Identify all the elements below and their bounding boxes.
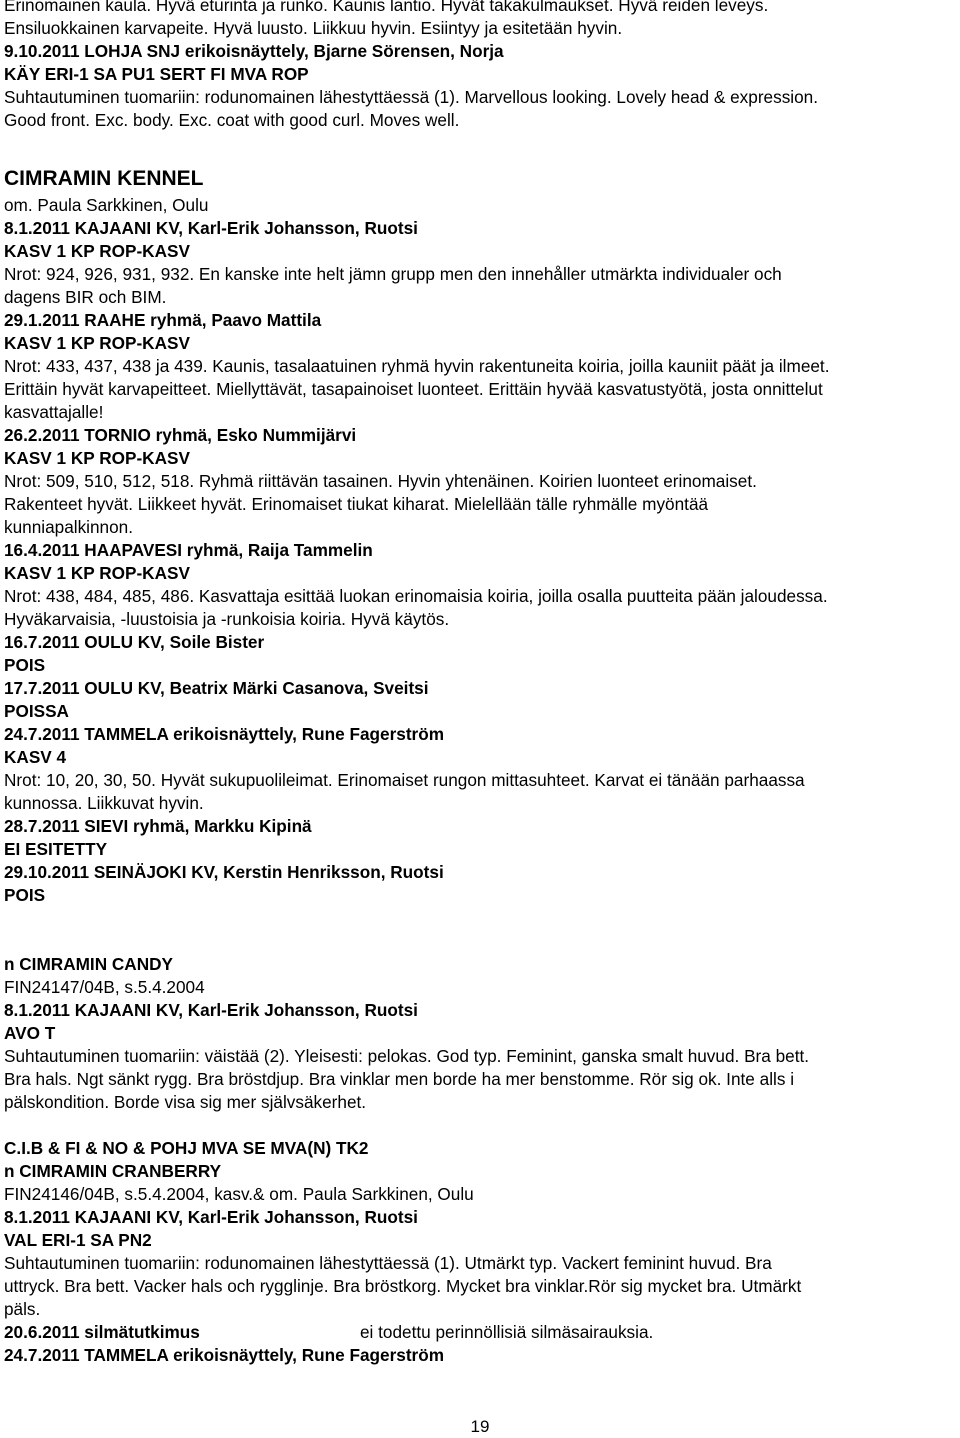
- critique-line: pälskondition. Borde visa sig mer självsäkerhet.: [4, 1092, 367, 1112]
- previous-dog-critique: [4, 0, 954, 132]
- show-heading: 17.7.2011 OULU KV, Beatrix Märki Casanova, Sveitsi: [4, 678, 429, 698]
- group-result-entry: [4, 631, 954, 677]
- show-heading: 29.10.2011 SEINÄJOKI KV, Kerstin Henriksson, Ruotsi: [4, 862, 444, 882]
- show-result: KASV 1 KP ROP-KASV: [4, 448, 190, 468]
- dog-titles: C.I.B & FI & NO & POHJ MVA SE MVA(N) TK2: [4, 1138, 369, 1158]
- kennel-group-results: [4, 217, 954, 907]
- group-result-entry: [4, 861, 954, 907]
- show-heading: 8.1.2011 KAJAANI KV, Karl-Erik Johansson, Ruotsi: [4, 218, 418, 238]
- show-heading: 8.1.2011 KAJAANI KV, Karl-Erik Johansson, Ruotsi: [4, 1000, 418, 1020]
- show-result: KÄY ERI-1 SA PU1 SERT FI MVA ROP: [4, 64, 309, 84]
- show-result: POIS: [4, 885, 46, 905]
- show-heading: 26.2.2011 TORNIO ryhmä, Esko Nummijärvi: [4, 425, 357, 445]
- critique-line: Nrot: 433, 437, 438 ja 439. Kaunis, tasalaatuinen ryhmä hyvin rakentuneita koiria, joilla kauniit päät ja ilmeet.: [4, 356, 830, 376]
- show-result: POIS: [4, 655, 46, 675]
- group-result-entry: [4, 309, 954, 424]
- critique-line: Erinomainen kaula. Hyvä eturinta ja runko. Kaunis lantio. Hyvät takakulmaukset. Hyvä reiden leveys.: [4, 0, 769, 15]
- critique-line: Suhtautuminen tuomariin: rodunomainen lähestyttäessä (1). Utmärkt typ. Vackert feminint huvud. Bra: [4, 1253, 772, 1273]
- group-result-entry: [4, 815, 954, 861]
- kennel-title: CIMRAMIN KENNEL: [4, 167, 204, 190]
- document-page: [4, 0, 954, 1367]
- show-heading: 8.1.2011 KAJAANI KV, Karl-Erik Johansson, Ruotsi: [4, 1207, 418, 1227]
- critique-line: kunniapalkinnon.: [4, 517, 134, 537]
- critique-line: päls.: [4, 1299, 41, 1319]
- kennel-section: [4, 164, 954, 907]
- show-result: KASV 1 KP ROP-KASV: [4, 333, 190, 353]
- critique-line: Ensiluokkainen karvapeite. Hyvä luusto. Liikkuu hyvin. Esiintyy ja esitetään hyvin.: [4, 18, 623, 38]
- critique-line: Suhtautuminen tuomariin: rodunomainen lähestyttäessä (1). Marvellous looking. Lovely head & expression.: [4, 87, 818, 107]
- dog-entry-cranberry: [4, 1137, 954, 1367]
- eye-exam-row: [4, 1321, 954, 1344]
- show-result: KASV 4: [4, 747, 67, 767]
- group-result-entry: [4, 723, 954, 815]
- critique-line: Bra hals. Ngt sänkt rygg. Bra bröstdjup. Bra vinklar men borde ha mer benstomme. Rör sig ok. Inte alls i: [4, 1069, 795, 1089]
- critique-line: Good front. Exc. body. Exc. coat with good curl. Moves well.: [4, 110, 460, 130]
- dog-registration: FIN24147/04B, s.5.4.2004: [4, 977, 205, 997]
- critique-line: kunnossa. Liikkuvat hyvin.: [4, 793, 204, 813]
- group-result-entry: [4, 217, 954, 309]
- dog-entry-candy: [4, 953, 954, 1114]
- critique-line: Nrot: 509, 510, 512, 518. Ryhmä riittävän tasainen. Hyvin yhtenäinen. Koirien luonteet erinomaiset.: [4, 471, 757, 491]
- kennel-owner: om. Paula Sarkkinen, Oulu: [4, 195, 209, 215]
- show-result: EI ESITETTY: [4, 839, 108, 859]
- critique-line: Nrot: 924, 926, 931, 932. En kanske inte helt jämn grupp men den innehåller utmärkta individualer och: [4, 264, 782, 284]
- critique-line: uttryck. Bra bett. Vacker hals och rygglinje. Bra bröstkorg. Mycket bra vinklar.Rör sig mycket bra. Utmärkt: [4, 1276, 802, 1296]
- page-number: 19: [470, 1417, 490, 1436]
- show-heading: 24.7.2011 TAMMELA erikoisnäyttely, Rune Fagerström: [4, 1345, 445, 1365]
- critique-line: Hyväkarvaisia, -luustoisia ja -runkoisia koiria. Hyvä käytös.: [4, 609, 450, 629]
- dog-name: n CIMRAMIN CANDY: [4, 954, 173, 974]
- critique-line: Suhtautuminen tuomariin: väistää (2). Yleisesti: pelokas. God typ. Feminint, ganska smalt huvud. Bra bett.: [4, 1046, 810, 1066]
- show-heading: 16.4.2011 HAAPAVESI ryhmä, Raija Tammelin: [4, 540, 373, 560]
- show-heading: 16.7.2011 OULU KV, Soile Bister: [4, 632, 265, 652]
- show-result: AVO T: [4, 1023, 56, 1043]
- critique-line: Nrot: 438, 484, 485, 486. Kasvattaja esittää luokan erinomaisia koiria, joilla osalla puutteita pään jaloudessa.: [4, 586, 828, 606]
- critique-line: Rakenteet hyvät. Liikkeet hyvät. Erinomaiset tiukat kiharat. Mielellään tälle ryhmälle myöntää: [4, 494, 709, 514]
- group-result-entry: [4, 677, 954, 723]
- critique-line: Nrot: 10, 20, 30, 50. Hyvät sukupuolileimat. Erinomaiset rungon mittasuhteet. Karvat ei tänään parhaassa: [4, 770, 805, 790]
- show-result: KASV 1 KP ROP-KASV: [4, 563, 190, 583]
- show-heading: 9.10.2011 LOHJA SNJ erikoisnäyttely, Bjarne Sörensen, Norja: [4, 41, 504, 61]
- eye-exam-label: 20.6.2011 silmätutkimus: [4, 1322, 200, 1342]
- critique-line: dagens BIR och BIM.: [4, 287, 167, 307]
- show-heading: 28.7.2011 SIEVI ryhmä, Markku Kipinä: [4, 816, 312, 836]
- show-result: VAL ERI-1 SA PN2: [4, 1230, 152, 1250]
- group-result-entry: [4, 424, 954, 539]
- eye-exam-result: ei todettu perinnöllisiä silmäsairauksia.: [360, 1322, 654, 1342]
- show-result: KASV 1 KP ROP-KASV: [4, 241, 190, 261]
- critique-line: Erittäin hyvät karvapeitteet. Miellyttävät, tasapainoiset luonteet. Erittäin hyvää kasvatustyötä, josta onnittelut: [4, 379, 823, 399]
- critique-line: kasvattajalle!: [4, 402, 104, 422]
- show-result: POISSA: [4, 701, 69, 721]
- group-result-entry: [4, 539, 954, 631]
- dog-name: n CIMRAMIN CRANBERRY: [4, 1161, 222, 1181]
- show-heading: 29.1.2011 RAAHE ryhmä, Paavo Mattila: [4, 310, 322, 330]
- show-heading: 24.7.2011 TAMMELA erikoisnäyttely, Rune Fagerström: [4, 724, 445, 744]
- dog-registration: FIN24146/04B, s.5.4.2004, kasv.& om. Paula Sarkkinen, Oulu: [4, 1184, 474, 1204]
